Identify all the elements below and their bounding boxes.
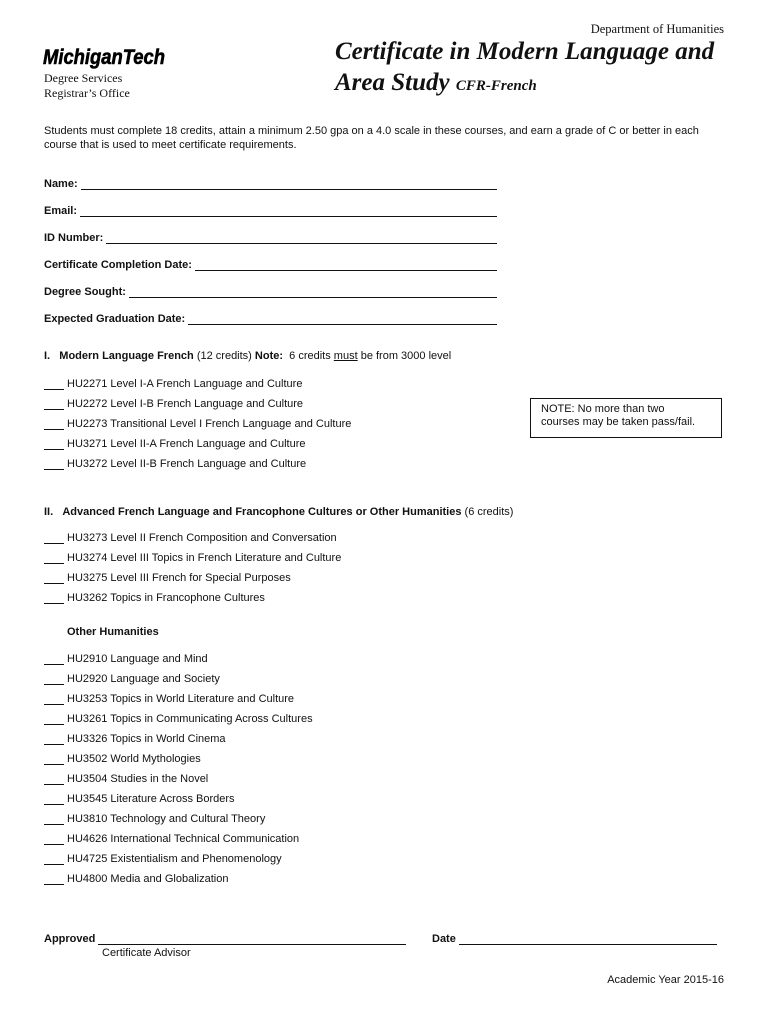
course-check-blank[interactable] xyxy=(44,654,64,665)
certificate-title xyxy=(335,36,714,102)
section-2-credits: (6 credits) xyxy=(464,506,514,518)
form-field-line[interactable] xyxy=(80,204,497,217)
course-check-blank[interactable] xyxy=(44,553,64,564)
date-label: Date xyxy=(432,933,456,945)
form-field xyxy=(44,258,497,271)
course-item xyxy=(44,713,313,725)
course-label: HU3274 Level III Topics in French Literature and Culture xyxy=(67,552,342,564)
section-1-credits: (12 credits) xyxy=(196,350,252,362)
registrar-office xyxy=(44,71,130,101)
svg-text:MichiganTech: MichiganTech xyxy=(43,46,165,69)
section-1-title: Modern Language French xyxy=(59,350,194,362)
course-label: HU2273 Transitional Level I French Language and Culture xyxy=(67,418,352,430)
course-item xyxy=(44,418,351,430)
form-field xyxy=(44,231,497,244)
course-label: HU3545 Literature Across Borders xyxy=(67,793,235,805)
course-check-blank[interactable] xyxy=(44,754,64,765)
course-item xyxy=(44,572,291,584)
course-label: HU3271 Level II-A French Language and Culture xyxy=(67,438,306,450)
date-line[interactable] xyxy=(459,933,717,945)
form-field-line[interactable] xyxy=(195,258,497,271)
course-item xyxy=(44,773,208,785)
approved-label: Approved xyxy=(44,933,96,945)
pass-fail-note-box xyxy=(530,398,722,438)
approved-signature-line[interactable] xyxy=(98,933,406,945)
course-item xyxy=(44,592,265,604)
course-check-blank[interactable] xyxy=(44,593,64,604)
course-check-blank[interactable] xyxy=(44,533,64,544)
course-label: HU3272 Level II-B French Language and Culture xyxy=(67,458,307,470)
intro-text: Students must complete 18 credits, attain a minimum 2.50 gpa on a 4.0 scale in these courses, and earn a grade of C or better in each course that is used to meet certificate requirements. xyxy=(44,125,699,151)
course-item xyxy=(44,552,341,564)
course-item xyxy=(44,693,294,705)
form-field-label: ID Number: xyxy=(44,232,104,244)
title-line-2: Area Study xyxy=(335,69,450,96)
course-label: HU3262 Topics in Francophone Cultures xyxy=(67,592,265,604)
michigan-tech-logo xyxy=(42,44,168,70)
course-label: HU2271 Level I-A French Language and Culture xyxy=(67,378,303,390)
course-item xyxy=(44,398,303,410)
course-item xyxy=(44,532,337,544)
form-field-line[interactable] xyxy=(188,312,497,325)
course-label: HU3273 Level II French Composition and Conversation xyxy=(67,532,337,544)
course-label: HU3275 Level III French for Special Purposes xyxy=(67,572,291,584)
academic-year: Academic Year 2015-16 xyxy=(607,974,724,986)
course-check-blank[interactable] xyxy=(44,814,64,825)
section-2-title: Advanced French Language and Francophone Cultures or Other Humanities xyxy=(62,506,462,518)
note-line-2: courses may be taken pass/fail. xyxy=(541,416,696,428)
section-1-note-label: Note: xyxy=(254,350,284,362)
form-field-label: Name: xyxy=(44,178,78,190)
course-item xyxy=(44,873,228,885)
other-humanities-heading: Other Humanities xyxy=(67,626,159,638)
office-line-2: Registrar’s Office xyxy=(44,86,130,100)
course-label: HU4800 Media and Globalization xyxy=(67,873,229,885)
section-1-note-pre: 6 credits xyxy=(289,350,331,362)
form-field xyxy=(44,285,497,298)
form-field-line[interactable] xyxy=(106,231,497,244)
form-field-label: Email: xyxy=(44,205,78,217)
course-check-blank[interactable] xyxy=(44,794,64,805)
course-item xyxy=(44,653,208,665)
approved-field xyxy=(44,933,406,945)
course-label: HU3261 Topics in Communicating Across Cultures xyxy=(67,713,313,725)
course-check-blank[interactable] xyxy=(44,674,64,685)
form-field-line[interactable] xyxy=(129,285,497,298)
section-1-numeral: I. xyxy=(44,350,51,362)
course-item xyxy=(44,853,282,865)
course-item xyxy=(44,378,302,390)
section-1-heading xyxy=(44,350,451,362)
course-item xyxy=(44,813,265,825)
course-check-blank[interactable] xyxy=(44,439,64,450)
course-label: HU3502 World Mythologies xyxy=(67,753,201,765)
course-item xyxy=(44,438,306,450)
course-check-blank[interactable] xyxy=(44,419,64,430)
course-check-blank[interactable] xyxy=(44,573,64,584)
office-line-1: Degree Services xyxy=(44,71,123,85)
form-field-label: Expected Graduation Date: xyxy=(44,313,186,325)
form-field-label: Degree Sought: xyxy=(44,286,126,298)
section-2-numeral: II. xyxy=(44,506,54,518)
department-label: Department of Humanities xyxy=(590,22,724,36)
form-field-line[interactable] xyxy=(81,177,497,190)
section-1-note-emph: must xyxy=(333,350,358,362)
course-label: HU3253 Topics in World Literature and Culture xyxy=(67,693,295,705)
course-label: HU3326 Topics in World Cinema xyxy=(67,733,226,745)
course-check-blank[interactable] xyxy=(44,459,64,470)
note-line-1: NOTE: No more than two xyxy=(541,403,665,415)
section-2-heading xyxy=(44,506,513,518)
course-check-blank[interactable] xyxy=(44,734,64,745)
section-1-note-post: be from 3000 level xyxy=(360,350,452,362)
course-check-blank[interactable] xyxy=(44,714,64,725)
course-check-blank[interactable] xyxy=(44,854,64,865)
advisor-caption: Certificate Advisor xyxy=(102,947,191,959)
course-check-blank[interactable] xyxy=(44,694,64,705)
course-item xyxy=(44,753,201,765)
form-field xyxy=(44,204,497,217)
course-label: HU2272 Level I-B French Language and Culture xyxy=(67,398,304,410)
course-check-blank[interactable] xyxy=(44,834,64,845)
course-check-blank[interactable] xyxy=(44,379,64,390)
program-code: CFR-French xyxy=(455,78,537,94)
form-field xyxy=(44,312,497,325)
course-check-blank[interactable] xyxy=(44,399,64,410)
course-label: HU3810 Technology and Cultural Theory xyxy=(67,813,266,825)
course-label: HU2920 Language and Society xyxy=(67,673,220,685)
course-label: HU2910 Language and Mind xyxy=(67,653,208,665)
course-item xyxy=(44,458,306,470)
course-check-blank[interactable] xyxy=(44,774,64,785)
course-item xyxy=(44,673,220,685)
form-field-label: Certificate Completion Date: xyxy=(44,259,192,271)
form-field xyxy=(44,177,497,190)
course-item xyxy=(44,733,226,745)
course-label: HU4626 International Technical Communication xyxy=(67,833,300,845)
course-label: HU3504 Studies in the Novel xyxy=(67,773,209,785)
course-label: HU4725 Existentialism and Phenomenology xyxy=(67,853,282,865)
date-field xyxy=(432,933,717,945)
title-line-1: Certificate in Modern Language and xyxy=(335,38,715,65)
course-item xyxy=(44,793,235,805)
course-item xyxy=(44,833,299,845)
course-check-blank[interactable] xyxy=(44,874,64,885)
